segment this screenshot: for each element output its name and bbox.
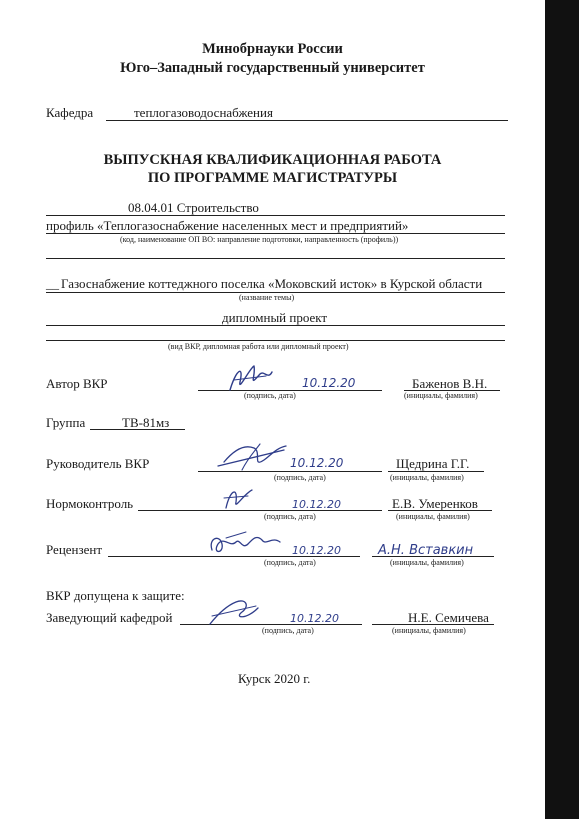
reviewer-label: Рецензент [46,542,103,557]
supervisor-name-caption: (инициалы, фамилия) [390,473,464,482]
topic-caption: (название темы) [239,293,295,302]
university-name: Юго–Западный государственный университет [120,60,425,76]
work-type-caption: (вид ВКР, дипломная работа или дипломный проект) [168,342,349,351]
admission-text: ВКР допущена к защите: [46,588,185,603]
head-of-department-label: Заведующий кафедрой [46,610,173,625]
svg-text:А.Н. Вставкин: А.Н. Вставкин [378,543,474,558]
direction-code-underline [46,215,505,216]
supervisor-name-line [388,471,484,472]
department-label: Кафедра [46,105,94,120]
group-label: Группа [46,415,86,430]
head-of-department-date-handwritten [288,608,368,628]
supervisor-name: Щедрина Г.Г. [396,456,470,471]
direction-profile-underline [46,233,505,234]
supervisor-sign-caption: (подпись, дата) [274,473,326,482]
norm-control-name-caption: (инициалы, фамилия) [396,512,470,521]
author-sign-caption: (подпись, дата) [244,391,296,400]
work-type-extra-underline [46,340,505,341]
author-name-caption: (инициалы, фамилия) [404,391,478,400]
city-year: Курск 2020 г. [238,671,311,686]
work-title-line1: ВЫПУСКНАЯ КВАЛИФИКАЦИОННАЯ РАБОТА [103,152,442,168]
reviewer-name-handwritten [376,538,496,560]
svg-text:10.12.20: 10.12.20 [290,456,344,470]
norm-control-name: Е.В. Умеренков [392,496,478,511]
topic-value: Газоснабжение коттеджного поселка «Моковский исток» в Курской области [61,276,483,291]
norm-control-signature [222,484,262,514]
work-type-value: дипломный проект [222,310,328,325]
work-title-line2: ПО ПРОГРАММЕ МАГИСТРАТУРЫ [147,170,398,186]
reviewer-sign-caption: (подпись, дата) [264,558,316,567]
topic-lead-dash: __ [46,276,59,291]
svg-text:10.12.20: 10.12.20 [290,612,339,625]
direction-code: 08.04.01 Строительство [128,200,259,215]
norm-control-label: Нормоконтроль [46,496,134,511]
svg-text:10.12.20: 10.12.20 [302,376,356,390]
head-of-department-name-caption: (инициалы, фамилия) [392,626,466,635]
reviewer-name-caption: (инициалы, фамилия) [390,558,464,567]
norm-control-sign-caption: (подпись, дата) [264,512,316,521]
reviewer-signature [206,528,286,562]
department-value: теплогазоводоснабжения [134,105,273,120]
blank-underline [46,258,505,259]
direction-profile: профиль «Теплогазоснабжение населенных мест и предприятий» [46,218,409,233]
scan-right-edge [545,0,579,819]
norm-control-name-line [388,510,492,511]
author-date-handwritten [300,372,380,392]
head-of-department-name: Н.Е. Семичева [408,610,489,625]
direction-caption: (код, наименование ОП ВО: направление подготовки, направленность (профиль)) [120,235,399,244]
supervisor-label: Руководитель ВКР [46,456,150,471]
author-label: Автор ВКР [46,376,108,391]
head-of-department-sign-caption: (подпись, дата) [262,626,314,635]
ministry-name: Минобрнауки России [202,41,343,57]
svg-text:10.12.20: 10.12.20 [292,498,341,511]
author-name: Баженов В.Н. [412,376,488,391]
svg-text:10.12.20: 10.12.20 [292,544,341,557]
group-value: ТВ-81мз [122,415,170,430]
supervisor-date-handwritten [288,452,368,472]
head-of-department-signature [206,596,266,630]
reviewer-date-handwritten [290,540,370,560]
norm-control-date-handwritten [290,494,370,514]
